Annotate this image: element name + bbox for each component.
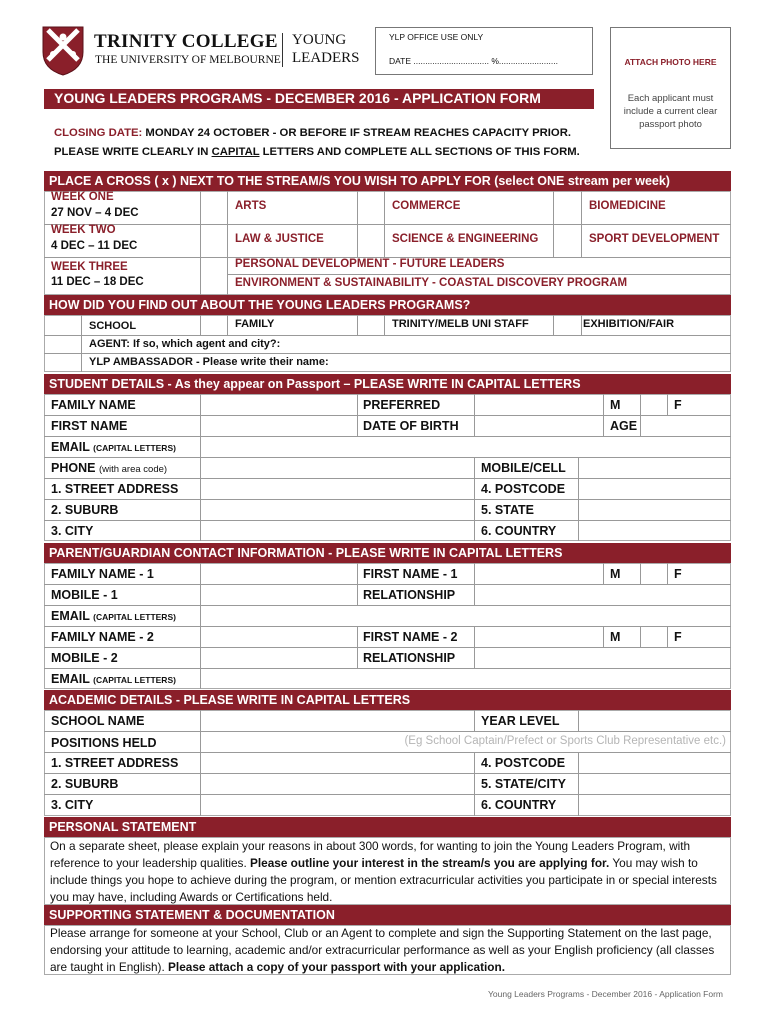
student-country-input[interactable] <box>579 521 730 541</box>
student-phone-note: (with area code) <box>98 464 168 475</box>
academic-suburb-label: 2. SUBURB <box>51 777 119 791</box>
student-age-input[interactable] <box>641 416 730 436</box>
parent-2-f-checkbox[interactable] <box>700 627 730 647</box>
parent-1-f-label: F <box>674 567 682 581</box>
statement-text-1: On a separate sheet, please explain your reasons in about 300 words, for wanting to join the Young Leaders Program, with reference to your leadership qualities. <box>50 839 691 870</box>
academic-city-input[interactable] <box>201 795 474 815</box>
biomedicine-checkbox[interactable] <box>554 192 581 224</box>
parent-email-1-label <box>51 609 176 623</box>
parent-family-2-input[interactable] <box>201 627 357 647</box>
student-m-checkbox[interactable] <box>641 395 667 415</box>
student-phone-label <box>51 461 167 475</box>
photo-title: ATTACH PHOTO HERE <box>624 57 717 67</box>
agent-checkbox[interactable] <box>45 336 81 353</box>
write-post: LETTERS AND COMPLETE ALL SECTIONS OF THIS FORM. <box>259 146 580 158</box>
week-one-dates: 27 NOV – 4 DEC <box>51 207 139 219</box>
form-title-text: YOUNG LEADERS PROGRAMS - DECEMBER 2016 - APPLICATION FORM <box>54 90 541 106</box>
student-first-name-label: FIRST NAME <box>51 419 128 433</box>
stream-arts: ARTS <box>235 200 267 212</box>
student-family-name-input[interactable] <box>201 395 357 415</box>
student-first-name-input[interactable] <box>201 416 357 436</box>
week-two-label: WEEK TWO <box>51 224 116 236</box>
ambassador-checkbox[interactable] <box>45 354 81 372</box>
academic-country-label: 6. COUNTRY <box>481 798 557 812</box>
source-expo: EXHIBITION/FAIR <box>583 318 675 330</box>
year-level-input[interactable] <box>579 711 730 731</box>
office-date-field[interactable]: DATE ................................ %......................... <box>389 56 558 66</box>
week-three-label: WEEK THREE <box>51 261 128 273</box>
student-family-name-label: FAMILY NAME <box>51 398 136 412</box>
science-checkbox[interactable] <box>358 225 384 257</box>
school-name-label: SCHOOL NAME <box>51 714 145 728</box>
academic-state-label: 5. STATE/CITY <box>481 777 566 791</box>
academic-state-input[interactable] <box>579 774 730 794</box>
parent-family-1-label: FAMILY NAME - 1 <box>51 567 154 581</box>
source-school: SCHOOL <box>89 320 137 332</box>
academic-heading: ACADEMIC DETAILS - PLEASE WRITE IN CAPITAL LETTERS <box>44 690 731 710</box>
parent-relationship-2-label: RELATIONSHIP <box>363 651 456 665</box>
supporting-heading: SUPPORTING STATEMENT & DOCUMENTATION <box>44 905 731 925</box>
parent-first-1-input[interactable] <box>475 564 603 584</box>
stream-science: SCIENCE & ENGINEERING <box>392 233 539 245</box>
year-level-label: YEAR LEVEL <box>481 714 560 728</box>
stream-commerce: COMMERCE <box>392 200 461 212</box>
school-name-input[interactable] <box>201 711 474 731</box>
student-phone-input[interactable] <box>201 458 474 478</box>
parent-1-m-label: M <box>610 567 621 581</box>
statement-heading: PERSONAL STATEMENT <box>44 817 731 837</box>
academic-street-label: 1. STREET ADDRESS <box>51 756 179 770</box>
student-street-label: 1. STREET ADDRESS <box>51 482 179 496</box>
student-email-caps: (CAPITAL LETTERS) <box>93 443 176 453</box>
parent-mobile-2-input[interactable] <box>201 648 357 668</box>
statement-text <box>50 838 725 906</box>
office-use-box <box>375 27 593 75</box>
ambassador-field[interactable]: YLP AMBASSADOR - Please write their name: <box>89 356 329 368</box>
closing-date <box>54 127 571 139</box>
stream-environment: ENVIRONMENT & SUSTAINABILITY - COASTAL DISCOVERY PROGRAM <box>235 277 628 289</box>
academic-country-input[interactable] <box>579 795 730 815</box>
commerce-checkbox[interactable] <box>358 192 384 224</box>
write-cap: CAPITAL <box>211 146 260 158</box>
student-email-label <box>51 440 176 454</box>
student-preferred-input[interactable] <box>475 395 603 415</box>
photo-box[interactable] <box>610 27 731 149</box>
page-footer: Young Leaders Programs - December 2016 - Application Form <box>488 989 723 999</box>
law-checkbox[interactable] <box>201 225 227 257</box>
personal-checkbox[interactable] <box>201 258 227 274</box>
photo-note: Each applicant must include a current clear passport photo <box>623 93 718 130</box>
student-postcode-label: 4. POSTCODE <box>481 482 566 496</box>
positions-held-input[interactable]: (Eg School Captain/Prefect or Sports Club Representative etc.) <box>404 735 726 747</box>
arts-checkbox[interactable] <box>201 192 227 224</box>
parent-email-1-caps: (CAPITAL LETTERS) <box>93 612 176 622</box>
student-preferred-label: PREFERRED <box>363 398 441 412</box>
parent-first-2-input[interactable] <box>475 627 603 647</box>
parent-email-1-text: EMAIL <box>51 609 90 623</box>
closing-label: CLOSING DATE: <box>54 127 143 139</box>
academic-postcode-label: 4. POSTCODE <box>481 756 566 770</box>
brand-line-1: YOUNG <box>292 32 347 48</box>
student-f-checkbox[interactable] <box>700 395 730 415</box>
stream-personal: PERSONAL DEVELOPMENT - FUTURE LEADERS <box>235 258 505 270</box>
parent-1-f-checkbox[interactable] <box>700 564 730 584</box>
staff-checkbox[interactable] <box>358 316 384 335</box>
parent-first-1-label: FIRST NAME - 1 <box>363 567 458 581</box>
stream-sport: SPORT DEVELOPMENT <box>589 233 720 245</box>
academic-city-label: 3. CITY <box>51 798 94 812</box>
week-three-dates: 11 DEC – 18 DEC <box>51 276 144 288</box>
academic-street-input[interactable] <box>201 753 474 773</box>
parent-email-2-text: EMAIL <box>51 672 90 686</box>
parent-email-2-caps: (CAPITAL LETTERS) <box>93 675 176 685</box>
positions-held-label: POSITIONS HELD <box>51 736 157 750</box>
parent-mobile-1-input[interactable] <box>201 585 357 605</box>
expo-checkbox[interactable] <box>554 316 581 335</box>
student-state-input[interactable] <box>579 500 730 520</box>
student-suburb-input[interactable] <box>201 500 474 520</box>
student-heading: STUDENT DETAILS - As they appear on Passport – PLEASE WRITE IN CAPITAL LETTERS <box>44 374 731 394</box>
closing-text: MONDAY 24 OCTOBER - OR BEFORE IF STREAM REACHES CAPACITY PRIOR. <box>145 127 571 139</box>
parent-family-2-label: FAMILY NAME - 2 <box>51 630 154 644</box>
parent-1-m-checkbox[interactable] <box>641 564 667 584</box>
student-mobile-input[interactable] <box>579 458 730 478</box>
college-crest <box>42 26 84 76</box>
parent-relationship-1-input[interactable] <box>475 585 730 605</box>
parent-relationship-2-input[interactable] <box>475 648 730 668</box>
academic-postcode-input[interactable] <box>579 753 730 773</box>
stream-law: LAW & JUSTICE <box>235 233 324 245</box>
parent-email-1-input[interactable] <box>201 606 730 626</box>
source-staff: TRINITY/MELB UNI STAFF <box>392 318 529 330</box>
supporting-text-1: Please arrange for someone at your School, Club or an Agent to complete and sign the Supporting Statement on the last page, endorsing your attitude to learning, academic and/or extracurricular performance as well as your English proficiency (all classes are taught in English). <box>50 926 715 974</box>
statement-text-end: You may wish to include things you hope to achieve during the program, or mention extracurricular activities you participate in or special interests you may have, including Awards or Certifications held. <box>50 856 717 904</box>
brand-line-2: LEADERS <box>292 50 360 66</box>
student-dob-input[interactable] <box>475 416 603 436</box>
parent-relationship-1-label: RELATIONSHIP <box>363 588 456 602</box>
student-m-label: M <box>610 398 621 412</box>
academic-suburb-input[interactable] <box>201 774 474 794</box>
parent-2-f-label: F <box>674 630 682 644</box>
college-subtitle: THE UNIVERSITY OF MELBOURNE <box>95 54 281 66</box>
howfound-heading: HOW DID YOU FIND OUT ABOUT THE YOUNG LEADERS PROGRAMS? <box>44 295 731 315</box>
parent-family-1-input[interactable] <box>201 564 357 584</box>
parent-heading: PARENT/GUARDIAN CONTACT INFORMATION - PLEASE WRITE IN CAPITAL LETTERS <box>44 543 731 563</box>
parent-mobile-1-label: MOBILE - 1 <box>51 588 118 602</box>
week-one-label: WEEK ONE <box>51 191 114 203</box>
parent-email-2-label <box>51 672 176 686</box>
parent-2-m-checkbox[interactable] <box>641 627 667 647</box>
brand-divider <box>282 33 283 67</box>
parent-mobile-2-label: MOBILE - 2 <box>51 651 118 665</box>
student-city-input[interactable] <box>201 521 474 541</box>
supporting-text-bold: Please attach a copy of your passport with your application. <box>168 960 505 974</box>
streams-heading: PLACE A CROSS ( x ) NEXT TO THE STREAM/S YOU WISH TO APPLY FOR (select ONE stream per week) <box>44 171 731 191</box>
student-email-text: EMAIL <box>51 440 90 454</box>
student-street-input[interactable] <box>201 479 474 499</box>
student-email-input[interactable] <box>201 437 730 457</box>
office-use-label: YLP OFFICE USE ONLY <box>389 32 484 42</box>
write-pre: PLEASE WRITE CLEARLY IN <box>54 146 212 158</box>
student-f-label: F <box>674 398 682 412</box>
parent-email-2-input[interactable] <box>201 669 730 689</box>
college-name: TRINITY COLLEGE <box>94 31 278 52</box>
stream-biomedicine: BIOMEDICINE <box>589 200 666 212</box>
form-title <box>44 89 594 109</box>
write-instruction <box>54 146 580 158</box>
student-state-label: 5. STATE <box>481 503 535 517</box>
supporting-text <box>50 925 725 976</box>
parent-first-2-label: FIRST NAME - 2 <box>363 630 458 644</box>
student-phone-text: PHONE <box>51 461 96 475</box>
parent-2-m-label: M <box>610 630 621 644</box>
statement-text-bold: Please outline your interest in the stream/s you are applying for. <box>250 856 610 870</box>
student-dob-label: DATE OF BIRTH <box>363 419 459 433</box>
student-city-label: 3. CITY <box>51 524 94 538</box>
school-checkbox[interactable] <box>45 316 81 335</box>
environment-checkbox[interactable] <box>201 275 227 295</box>
student-age-label: AGE <box>610 419 638 433</box>
agent-field[interactable]: AGENT: If so, which agent and city?: <box>89 338 281 350</box>
source-family: FAMILY <box>235 318 275 330</box>
family-checkbox[interactable] <box>201 316 227 335</box>
student-mobile-label: MOBILE/CELL <box>481 461 566 475</box>
student-postcode-input[interactable] <box>579 479 730 499</box>
student-country-label: 6. COUNTRY <box>481 524 557 538</box>
student-suburb-label: 2. SUBURB <box>51 503 119 517</box>
week-two-dates: 4 DEC – 11 DEC <box>51 240 138 252</box>
sport-checkbox[interactable] <box>554 225 581 257</box>
